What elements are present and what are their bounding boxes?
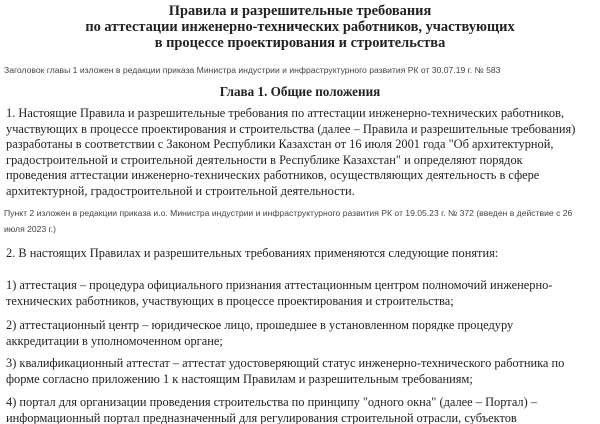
amendment-note-chapter (4, 62, 596, 78)
definition-1-line: технических работников, участвующих в процессе проектирования и строительства; (6, 293, 454, 308)
paragraph-1-line: участвующих в процессе проектирования и строительства (далее – Правила и разрешительные требования) (6, 121, 576, 136)
definition-1-line: 1) аттестация – процедура официального признания аттестационным центром полномочий инженерно- (6, 278, 553, 292)
paragraph-1-line: разработаны в соответствии с Законом Республики Казахстан от 16 июля 2001 года "Об архитектурной, (6, 137, 554, 151)
definition-3-line: 3) квалификационный аттестат – аттестат удостоверяющий статус инженерно-технического работника по (6, 356, 565, 370)
paragraph-2-text: 2. В настоящих Правилах и разрешительных требованиях применяются следующие понятия: (6, 246, 499, 260)
definition-4-line: информационный портал предназначенный для регулирования строительной отрасли, субъектов (6, 410, 517, 424)
definition-2 (6, 318, 596, 349)
definition-2-line: аккредитации в уполномоченном органе; (6, 333, 223, 348)
chapter-heading: Глава 1. Общие положения (219, 84, 381, 99)
paragraph-1 (6, 106, 596, 199)
amendment-note-point-2 (4, 205, 596, 237)
definition-4 (6, 395, 596, 424)
paragraph-1-line: проведения аттестации инженерно-технических работников, осуществляющих деятельность в сфере (6, 168, 540, 182)
document-title (0, 3, 600, 51)
definition-3 (6, 356, 596, 387)
amendment-note-line: июля 2023 г.) (4, 224, 56, 234)
definition-3-line: форме согласно приложению 1 к настоящим Правилам и разрешительным требованиям; (6, 371, 473, 386)
title-line-3: в процессе проектирования и строительства (154, 35, 446, 51)
paragraph-1-line: градостроительной и строительной деятельности в Республике Казахстан" и определяют порядок (6, 152, 523, 167)
paragraph-1-line: 1. Настоящие Правила и разрешительные требования по аттестации инженерно-технических работников, (6, 106, 565, 120)
definition-4-line: 4) портал для организации проведения строительства по принципу "одного окна" (далее – Портал) – (6, 395, 538, 409)
amendment-note-line: Пункт 2 изложен в редакции приказа и.о. Министра индустрии и инфраструктурного развития РК от 19.05.23 г. № 372 (введен в действие с 26 (4, 208, 573, 218)
definition-2-line: 2) аттестационный центр – юридическое лицо, прошедшее в установленном порядке процедуру (6, 318, 514, 332)
amendment-note-text: Заголовок главы 1 изложен в редакции приказа Министра индустрии и инфраструктурного развития РК от 30.07.19 г. № 583 (4, 65, 501, 75)
title-line-2: по аттестации инженерно-технических работников, участвующих (85, 19, 515, 35)
definition-1 (6, 278, 596, 309)
paragraph-2 (6, 246, 596, 262)
paragraph-1-line: архитектурной, градостроительной и строительной деятельности. (6, 183, 355, 198)
title-line-1: Правила и разрешительные требования (168, 3, 432, 19)
